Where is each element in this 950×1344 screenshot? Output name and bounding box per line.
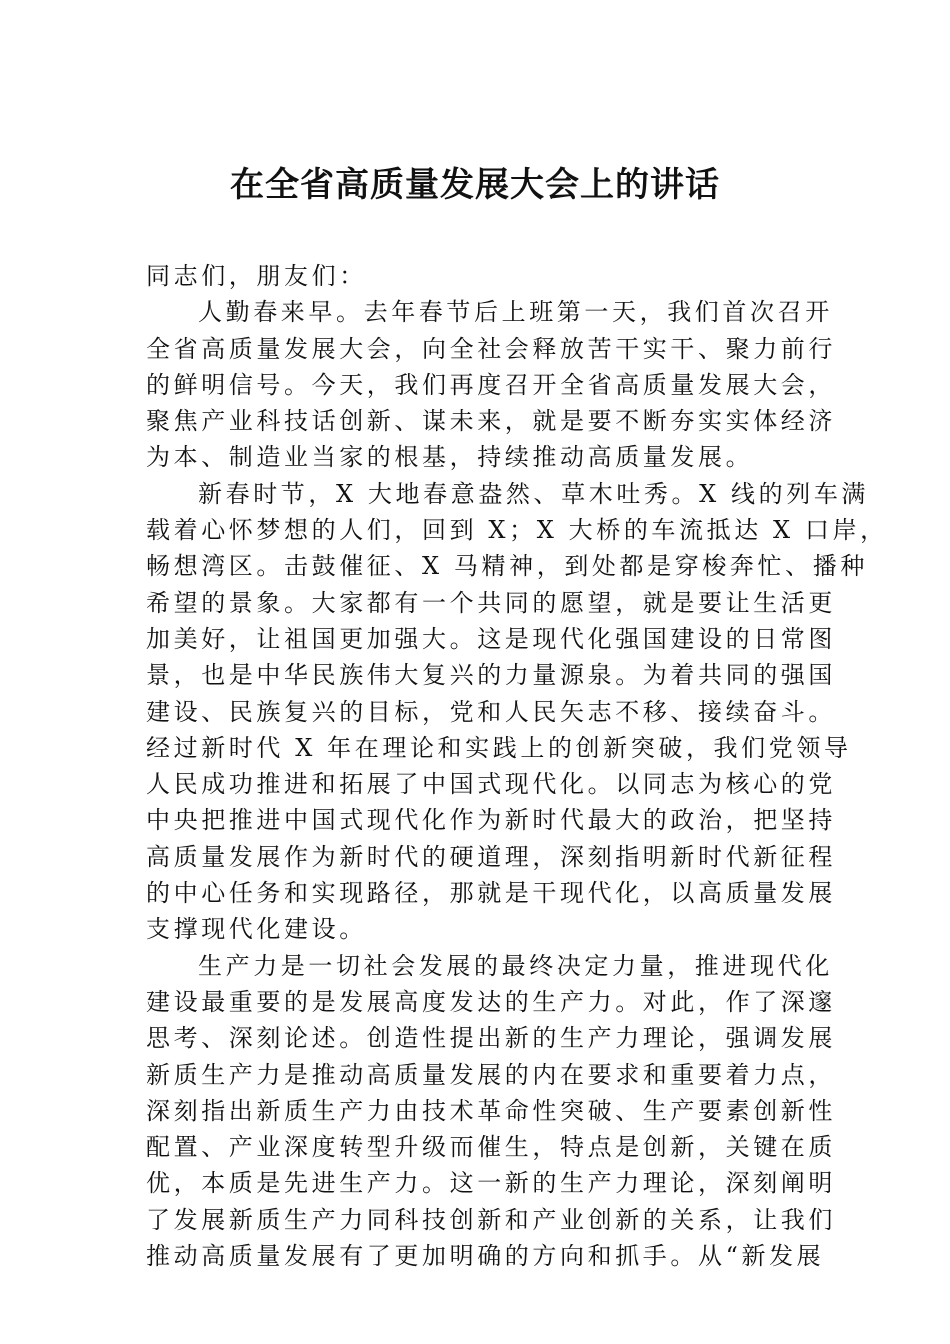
text-line: 深刻指出新质生产力由技术革命性突破、生产要素创新性 <box>146 1096 836 1125</box>
text-line: 载着心怀梦想的人们，回到 X；X 大桥的车流抵达 X 口岸， <box>146 516 888 545</box>
text-line: 高质量发展作为新时代的硬道理，深刻指明新时代新征程 <box>146 842 836 871</box>
text-line: 为本、制造业当家的根基，持续推动高质量发展。 <box>146 443 754 472</box>
text-line: 希望的景象。大家都有一个共同的愿望，就是要让生活更 <box>146 588 836 617</box>
text-line: 中央把推进中国式现代化作为新时代最大的政治，把坚持 <box>146 806 836 835</box>
text-line: 人民成功推进和拓展了中国式现代化。以同志为核心的党 <box>146 770 836 799</box>
text-line: 建设、民族复兴的目标，党和人民矢志不移、接续奋斗。 <box>146 697 836 726</box>
text-line: 推动高质量发展有了更加明确的方向和抓手。从“新发展 <box>146 1242 825 1271</box>
text-line: 新质生产力是推动高质量发展的内在要求和重要着力点， <box>146 1060 836 1089</box>
paragraph-first-line: 生产力是一切社会发展的最终决定力量，推进现代化 <box>198 951 833 980</box>
salutation: 同志们，朋友们： <box>146 262 367 290</box>
text-line: 优，本质是先进生产力。这一新的生产力理论，深刻阐明 <box>146 1169 836 1198</box>
text-line: 经过新时代 X 年在理论和实践上的创新突破，我们党领导 <box>146 733 852 762</box>
text-line: 畅想湾区。击鼓催征、X 马精神，到处都是穿梭奔忙、播种 <box>146 552 868 581</box>
text-line: 思考、深刻论述。创造性提出新的生产力理论，强调发展 <box>146 1024 836 1053</box>
text-line: 的鲜明信号。今天，我们再度召开全省高质量发展大会， <box>146 370 836 399</box>
text-line: 了发展新质生产力同科技创新和产业创新的关系，让我们 <box>146 1205 836 1234</box>
text-line: 的中心任务和实现路径，那就是干现代化，以高质量发展 <box>146 879 836 908</box>
text-line: 加美好，让祖国更加强大。这是现代化强国建设的日常图 <box>146 624 836 653</box>
text-line: 配置、产业深度转型升级而催生，特点是创新，关键在质 <box>146 1133 836 1162</box>
document-body <box>146 258 888 1274</box>
text-line: 建设最重要的是发展高度发达的生产力。对此，作了深邃 <box>146 987 836 1016</box>
document-title: 在全省高质量发展大会上的讲话 <box>230 165 720 205</box>
text-line: 全省高质量发展大会，向全社会释放苦干实干、聚力前行 <box>146 334 836 363</box>
text-line: 支撑现代化建设。 <box>146 915 367 944</box>
paragraph-first-line: 新春时节，X 大地春意盎然、草木吐秀。X 线的列车满 <box>198 479 870 508</box>
text-line: 聚焦产业科技话创新、谋未来，就是要不断夯实实体经济 <box>146 407 836 436</box>
text-line: 景，也是中华民族伟大复兴的力量源泉。为着共同的强国 <box>146 661 836 690</box>
paragraph-first-line: 人勤春来早。去年春节后上班第一天，我们首次召开 <box>198 298 833 327</box>
